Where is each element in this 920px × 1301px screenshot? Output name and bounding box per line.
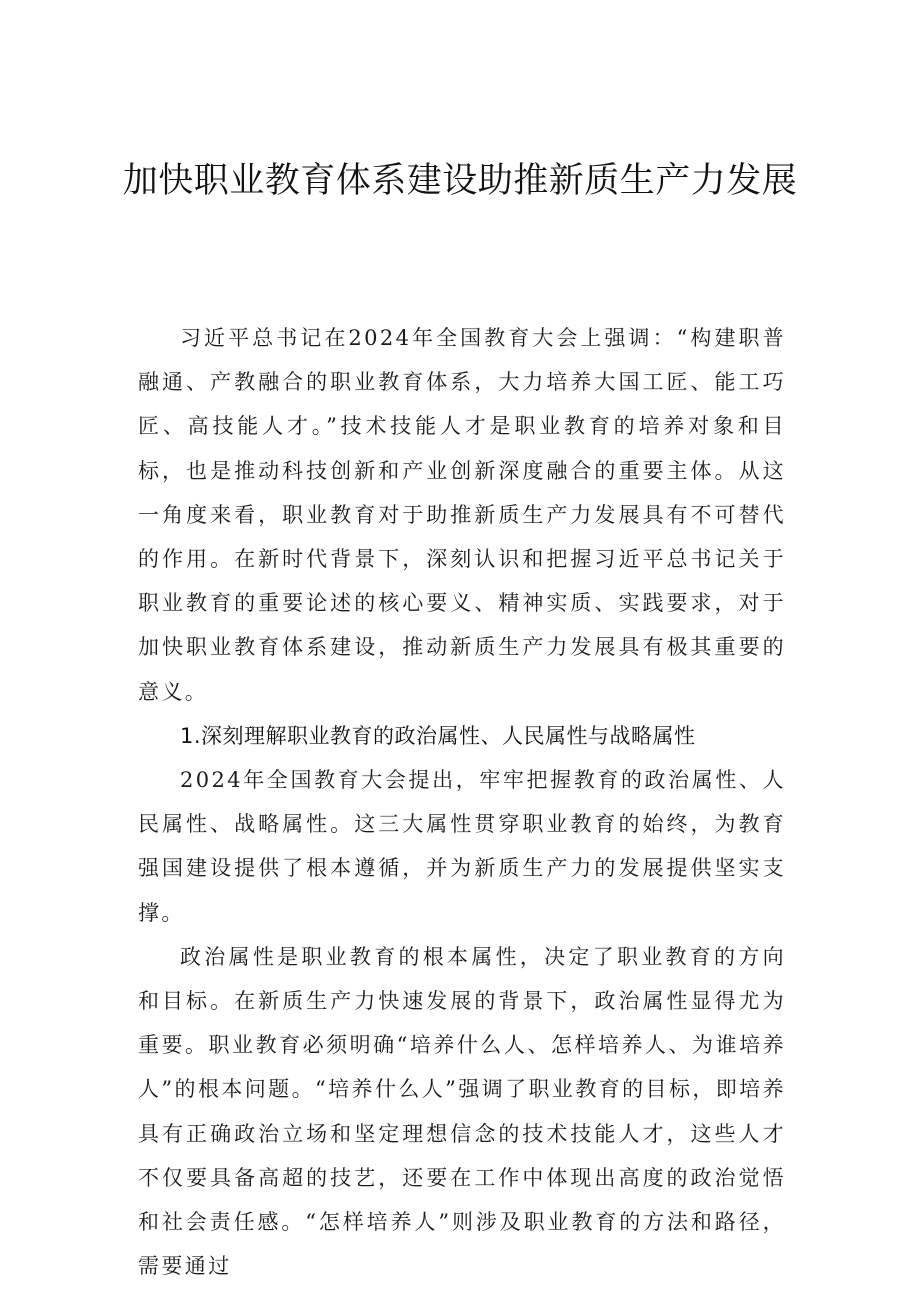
document-title: 加快职业教育体系建设助推新质生产力发展: [122, 161, 798, 201]
document-body: [138, 316, 786, 1288]
section-paragraph-2: 政治属性是职业教育的根本属性，决定了职业教育的方向和目标。在新质生产力快速发展的背景下，政治属性显得尤为重要。职业教育必须明确“培养什么人、怎样培养人、为谁培养人”的根本问题。“培养什么人”强调了职业教育的目标，即培养具有正确政治立场和坚定理想信念的技术技能人才，这些人才不仅要具备高超的技艺，还要在工作中体现出高度的政治觉悟和社会责任感。“怎样培养人”则涉及职业教育的方法和路径，需要通过: [138, 944, 786, 1279]
section-paragraph-1: 2024年全国教育大会提出，牢牢把握教育的政治属性、人民属性、战略属性。这三大属性贯穿职业教育的始终，为教育强国建设提供了根本遵循，并为新质生产力的发展提供坚实支撑。: [138, 768, 786, 925]
intro-paragraph: 习近平总书记在2024年全国教育大会上强调：“构建职普融通、产教融合的职业教育体系，大力培养大国工匠、能工巧匠、高技能人才。”技术技能人才是职业教育的培养对象和目标，也是推动科技创新和产业创新深度融合的重要主体。从这一角度来看，职业教育对于助推新质生产力发展具有不可替代的作用。在新时代背景下，深刻认识和把握习近平总书记关于职业教育的重要论述的核心要义、精神实质、实践要求，对于加快职业教育体系建设，推动新质生产力发展具有极其重要的意义。: [138, 326, 786, 704]
section-heading: 1.深刻理解职业教育的政治属性、人民属性与战略属性: [180, 723, 696, 748]
